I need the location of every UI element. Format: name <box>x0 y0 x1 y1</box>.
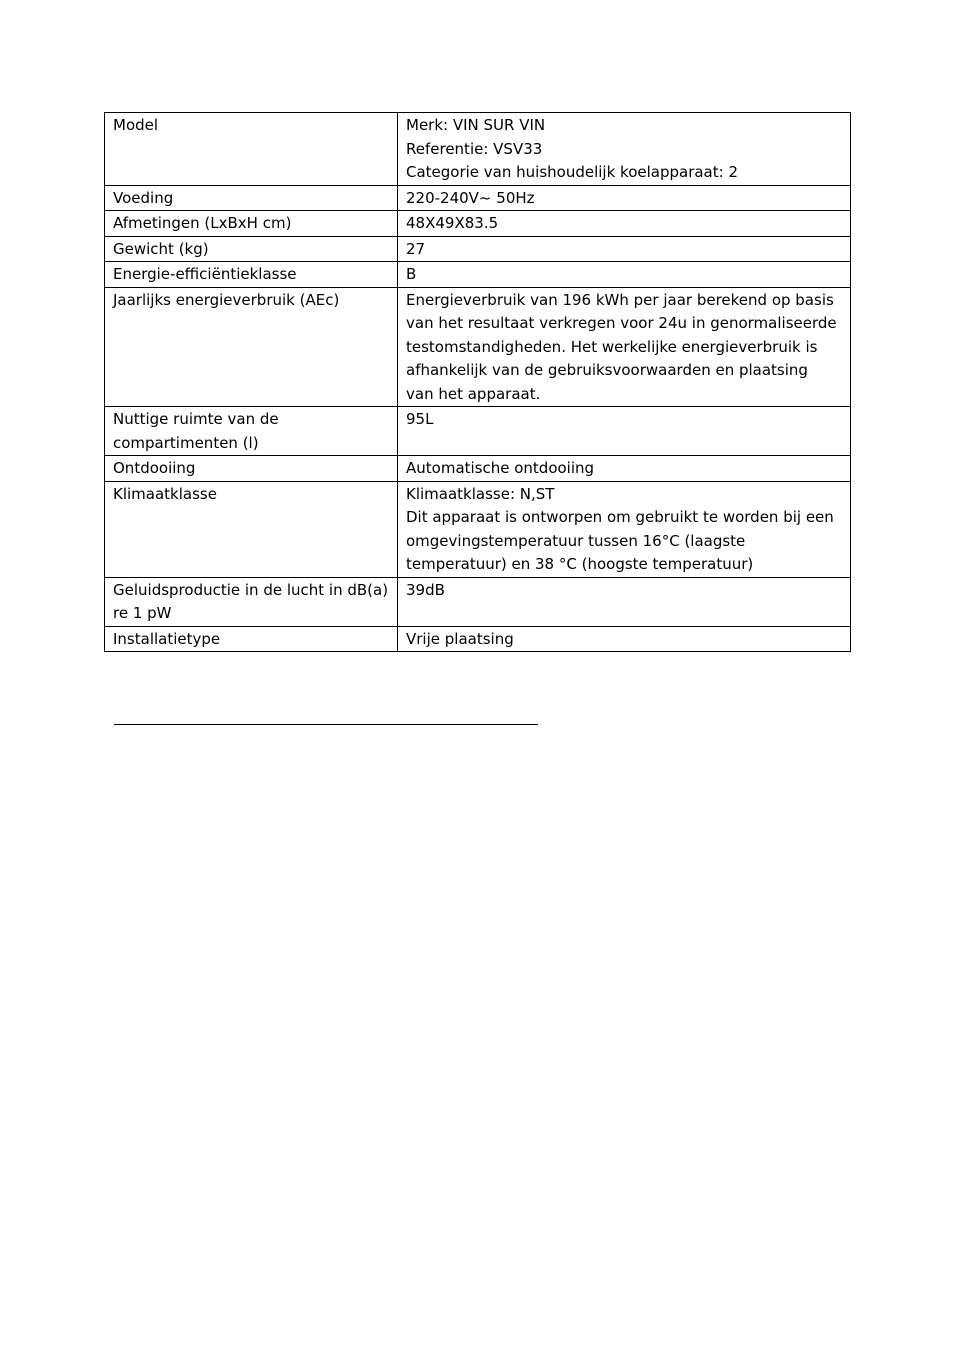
row-label-noise: Geluidsproductie in de lucht in dB(a) re 1 pW <box>105 577 398 626</box>
table-row-energy-class <box>105 262 851 288</box>
row-label-annual-energy: Jaarlijks energieverbruik (AEc) <box>105 287 398 407</box>
row-value-usable-volume: 95L <box>398 407 851 456</box>
table-row-weight <box>105 236 851 262</box>
row-value-noise: 39dB <box>398 577 851 626</box>
climate-class-description: Dit apparaat is ontworpen om gebruikt te worden bij een omgevingstemperatuur tussen 16°C (laagste temperatuur) en 38 °C (hoogste temperatuur) <box>406 508 834 573</box>
model-category: Categorie van huishoudelijk koelapparaat: 2 <box>406 163 738 181</box>
model-brand: Merk: VIN SUR VIN <box>406 116 546 134</box>
row-value-model <box>398 113 851 186</box>
row-value-annual-energy: Energieverbruik van 196 kWh per jaar berekend op basis van het resultaat verkregen voor 24u in genormaliseerde testomstandigheden. Het werkelijke energieverbruik is afhankelijk van de gebruiksvoorwaarden en plaatsing van het apparaat. <box>398 287 851 407</box>
row-value-defrosting: Automatische ontdooiing <box>398 456 851 482</box>
specifications-table <box>104 112 851 652</box>
table-row-usable-volume <box>105 407 851 456</box>
row-label-energy-class: Energie-efficiëntieklasse <box>105 262 398 288</box>
table-row-power-supply <box>105 185 851 211</box>
row-label-weight: Gewicht (kg) <box>105 236 398 262</box>
climate-class-value: Klimaatklasse: N,ST <box>406 484 555 503</box>
row-label-model: Model <box>105 113 398 186</box>
row-value-climate-class <box>398 481 851 577</box>
row-value-dimensions: 48X49X83.5 <box>398 211 851 237</box>
table-row-dimensions <box>105 211 851 237</box>
row-value-power-supply: 220-240V~ 50Hz <box>398 185 851 211</box>
table-row-defrosting <box>105 456 851 482</box>
row-value-energy-class: B <box>398 262 851 288</box>
row-label-power-supply: Voeding <box>105 185 398 211</box>
model-reference: Referentie: VSV33 <box>406 139 543 158</box>
row-value-installation-type: Vrije plaatsing <box>398 626 851 652</box>
row-label-climate-class: Klimaatklasse <box>105 481 398 577</box>
row-label-dimensions: Afmetingen (LxBxH cm) <box>105 211 398 237</box>
table-row-installation-type <box>105 626 851 652</box>
table-row-climate-class <box>105 481 851 577</box>
row-label-usable-volume: Nuttige ruimte van de compartimenten (l) <box>105 407 398 456</box>
row-value-weight: 27 <box>398 236 851 262</box>
table-row-noise <box>105 577 851 626</box>
footnote-separator <box>114 724 538 725</box>
table-row-annual-energy <box>105 287 851 407</box>
row-label-installation-type: Installatietype <box>105 626 398 652</box>
table-row-model <box>105 113 851 186</box>
row-label-defrosting: Ontdooiing <box>105 456 398 482</box>
